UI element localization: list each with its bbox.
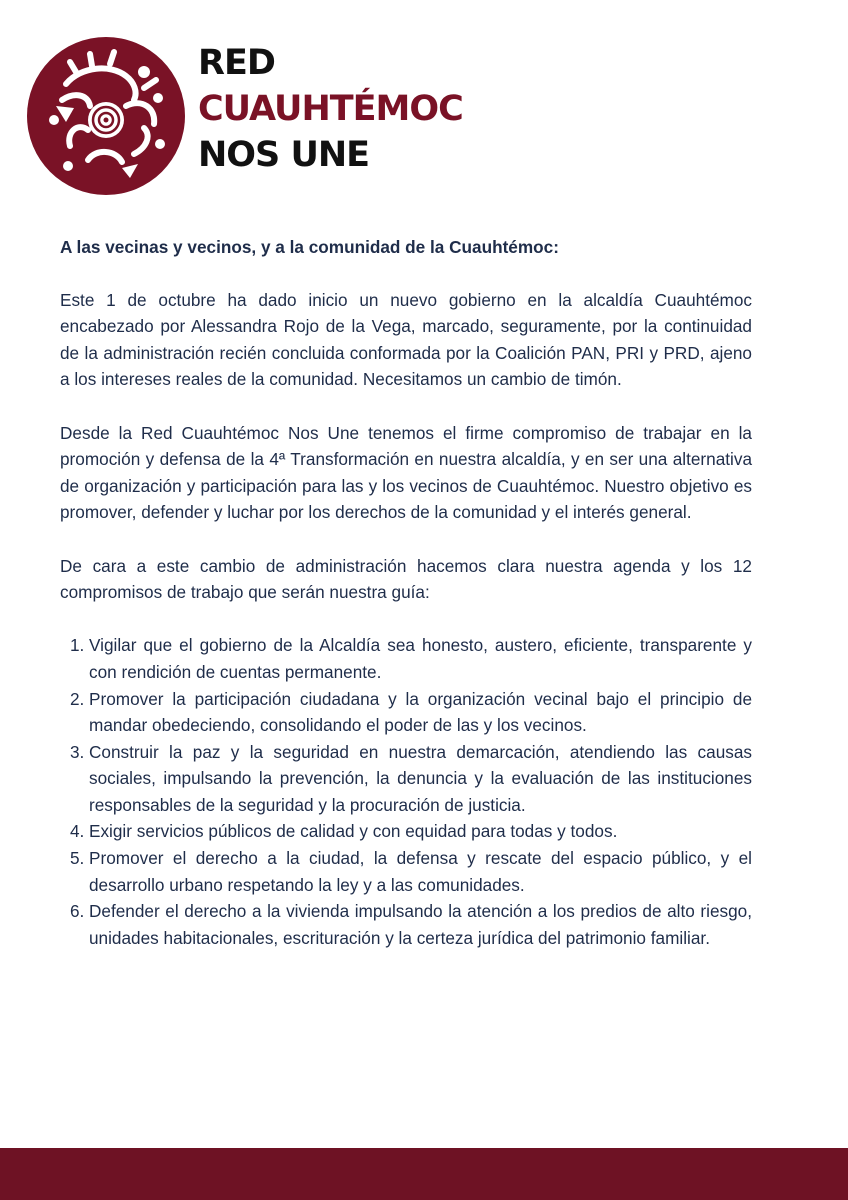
list-item [60, 845, 752, 898]
list-item-number: 3. [70, 741, 85, 762]
list-item-text: Exigir servicios públicos de calidad y con equidad para todas y todos. [89, 821, 618, 842]
list-item-text: Defender el derecho a la vivienda impulsando la atención a los predios de alto riesgo, unidades habitacionales, escrituración y la certeza jurídica del patrimonio familiar. [89, 901, 752, 948]
header [26, 36, 526, 198]
list-item [60, 818, 752, 845]
list-item-number: 5. [70, 848, 85, 869]
paragraph-intro: Este 1 de octubre ha dado inicio un nuevo gobierno en la alcaldía Cuauhtémoc encabezado por Alessandra Rojo de la Vega, marcado, seguramente, por la continuidad de la administración recién concluida conformada por la Coalición PAN, PRI y PRD, ajeno a los intereses reales de la comunidad. Necesitamos un cambio de timón. [60, 289, 752, 390]
list-item-text: Promover el derecho a la ciudad, la defensa y rescate del espacio público, y el desarrollo urbano respetando la ley y a las comunidades. [89, 848, 752, 895]
footer-bar [0, 1148, 848, 1200]
salutation: A las vecinas y vecinos, y a la comunidad de la Cuauhtémoc: [60, 237, 559, 257]
list-item-number: 1. [70, 635, 85, 656]
list-item-text: Construir la paz y la seguridad en nuestra demarcación, atendiendo las causas sociales, impulsando la prevención, la denuncia y la evaluación de las instituciones responsables de la seguridad y la procuración de justicia. [89, 741, 752, 815]
letter-body [60, 234, 752, 951]
paragraph-commitment: Desde la Red Cuauhtémoc Nos Une tenemos el firme compromiso de trabajar en la promoción y defensa de la 4ª Transformación en nuestra alcaldía, y en ser una alternativa de organización y participación para las y los vecinos de Cuauhtémoc. Nuestro objetivo es promover, defender y luchar por los derechos de la comunidad y el interés general. [60, 422, 752, 523]
aztec-glyph-logo-icon [26, 36, 186, 196]
list-item-text: Vigilar que el gobierno de la Alcaldía sea honesto, austero, eficiente, transparente y con rendición de cuentas permanente. [89, 635, 752, 682]
brand-title-line2: CUAUHTÉMOC [198, 89, 463, 129]
list-item-number: 2. [70, 688, 85, 709]
list-item [60, 739, 752, 819]
list-item-number: 6. [70, 901, 85, 922]
list-item-number: 4. [70, 821, 85, 842]
paragraph-agenda: De cara a este cambio de administración hacemos clara nuestra agenda y los 12 compromisos de trabajo que serán nuestra guía: [60, 555, 752, 603]
brand-title [198, 40, 463, 178]
commitments-list [60, 632, 752, 951]
list-item [60, 686, 752, 739]
list-item [60, 632, 752, 685]
brand-title-line1: RED [198, 43, 275, 83]
brand-title-line3: NOS UNE [198, 135, 370, 175]
list-item-text: Promover la participación ciudadana y la organización vecinal bajo el principio de mandar obedeciendo, consolidando el poder de las y los vecinos. [89, 688, 752, 736]
list-item [60, 898, 752, 951]
